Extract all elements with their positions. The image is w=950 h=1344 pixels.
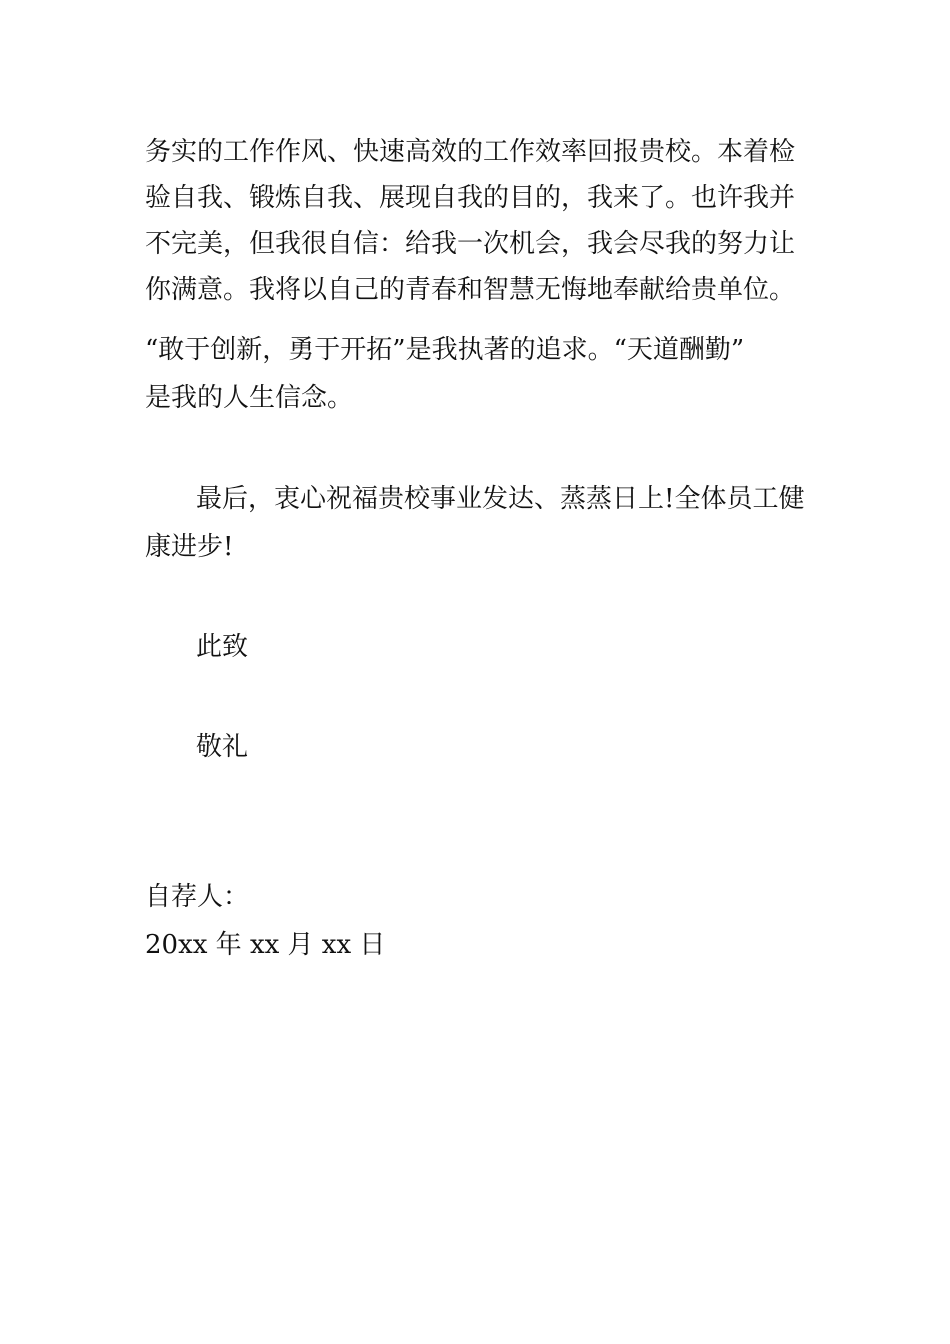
closing-line-1: 最后，衷心祝福贵校事业发达、蒸蒸日上!全体员工健 (196, 484, 805, 514)
body-line-6: 是我的人生信念。 (145, 383, 354, 413)
body-line-5: “敢于创新，勇于开拓”是我执著的追求。“天道酬勤” (145, 335, 745, 365)
date-line: 20xx 年 xx 月 xx 日 (145, 930, 386, 960)
salutation-jing-li: 敬礼 (196, 732, 249, 762)
salutation-ci-zhi: 此致 (196, 632, 249, 662)
body-line-1: 务实的工作作风、快速高效的工作效率回报贵校。本着检 (145, 137, 796, 167)
signature-label: 自荐人： (145, 882, 250, 912)
body-line-3: 不完美，但我很自信：给我一次机会，我会尽我的努力让 (145, 229, 796, 259)
body-line-2: 验自我、锻炼自我、展现自我的目的，我来了。也许我并 (145, 183, 796, 213)
closing-line-2: 康进步! (145, 532, 234, 562)
body-line-4: 你满意。我将以自己的青春和智慧无悔地奉献给贵单位。 (145, 275, 796, 305)
